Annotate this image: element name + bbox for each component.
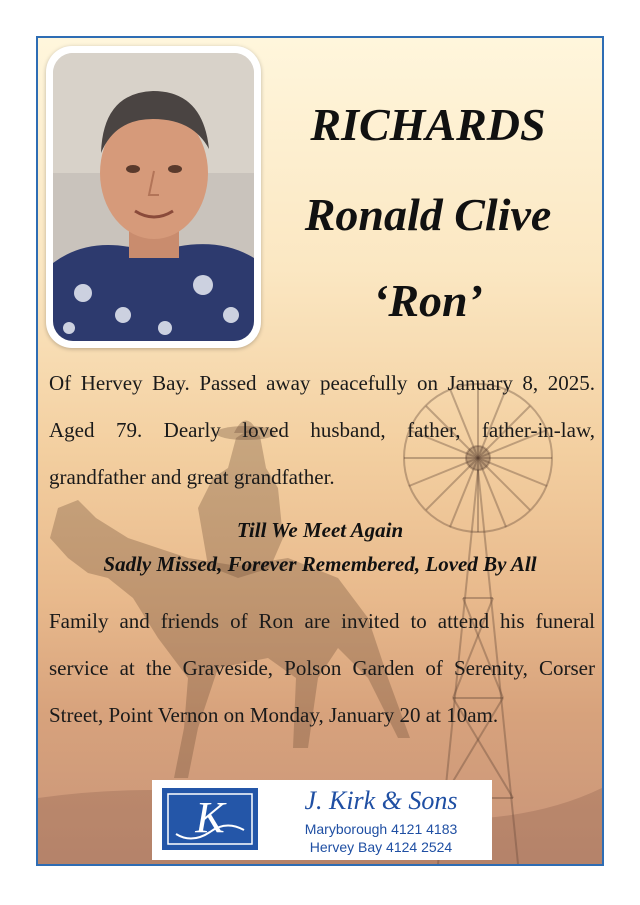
surname: RICHARDS	[310, 99, 546, 150]
tribute-line: Sadly Missed, Forever Remembered, Loved By All	[103, 552, 537, 576]
phone-hervey-bay: Hervey Bay 4124 2524	[309, 839, 453, 855]
given-names: Ronald Clive	[304, 189, 552, 240]
nickname: ‘Ron’	[373, 275, 483, 326]
business-name: J. Kirk & Sons	[304, 786, 458, 815]
portrait-photo	[53, 53, 254, 341]
funeral-details-paragraph: Family and friends of Ron are invited to attend his funeral service at the Graveside, Polson Garden of Serenity, Corser Street, Point Vernon on Monday, January 20 at 10am.	[49, 609, 595, 727]
portrait-frame	[46, 46, 261, 348]
monogram-letter: K	[195, 793, 225, 842]
monogram-emblem	[162, 788, 258, 850]
death-notice	[36, 36, 604, 866]
notice-paragraph: Of Hervey Bay. Passed away peacefully on January 8, 2025. Aged 79. Dearly loved husband, father, father-in-law, grandfather and great grandfather.	[49, 371, 595, 489]
phone-maryborough: Maryborough 4121 4183	[304, 821, 458, 837]
tribute-line: Till We Meet Again	[236, 518, 404, 542]
funeral-director-logo	[152, 780, 492, 860]
